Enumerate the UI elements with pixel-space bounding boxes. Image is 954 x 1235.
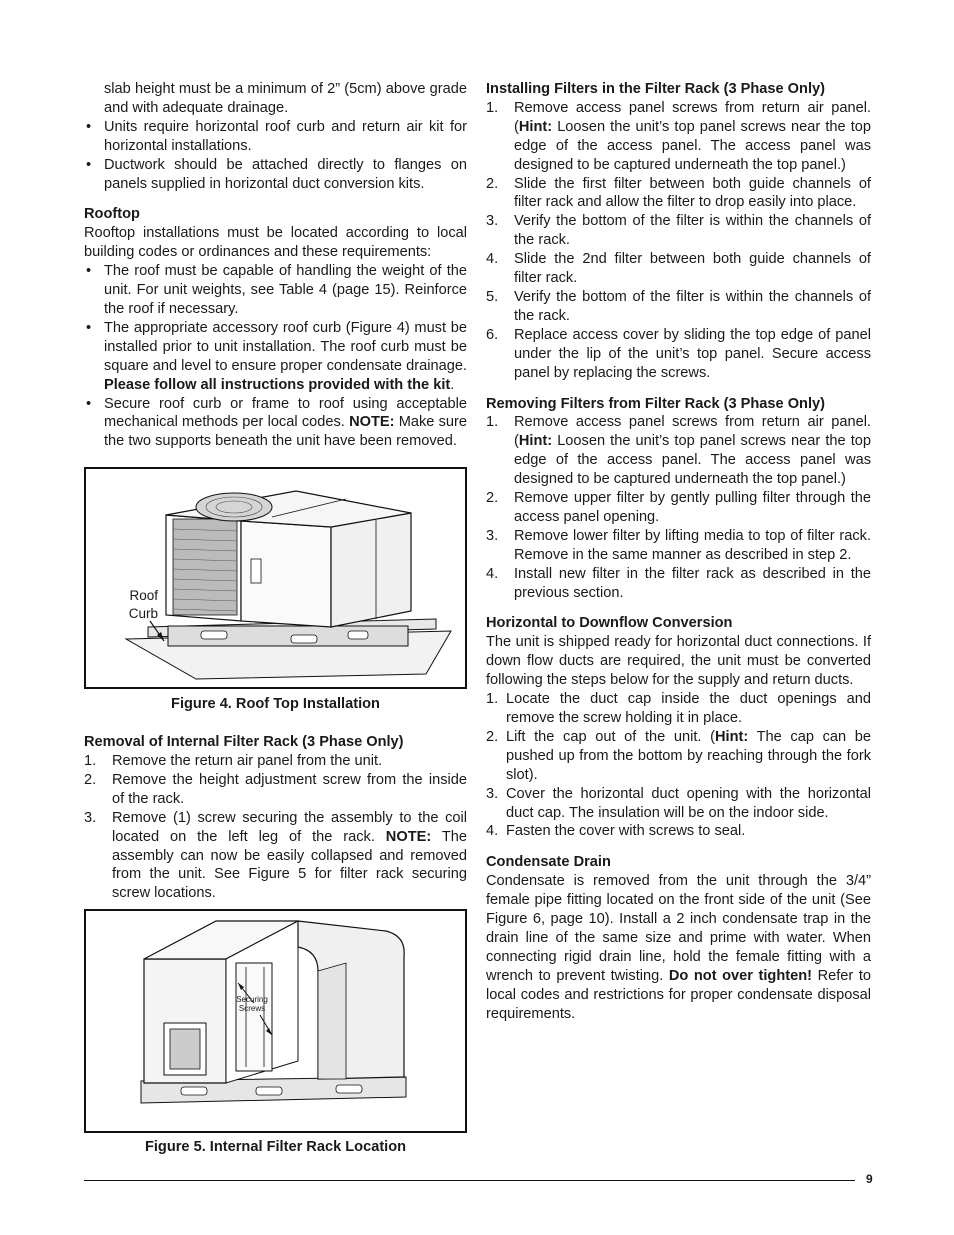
horizontal-downflow-text: The unit is shipped ready for horizontal duct connections. If down flow ducts are required, the unit must be converted following the steps below for the supply and return ducts.: [486, 634, 871, 689]
removing-filters-heading: Removing Filters from Filter Rack (3 Phase Only): [486, 395, 825, 412]
removal-step-2: [84, 771, 467, 809]
bullet-ductwork: • Ductwork should be attached directly to flanges on panels supplied in horizontal duct conversion kits.: [84, 156, 467, 194]
figure-4-box: [84, 467, 467, 689]
step-text-2: Loosen the unit’s top panel screws near the top edge of the access panel. The access panel was designed to be captured underneath the top panel.): [514, 118, 871, 173]
step-number: 3.: [486, 213, 499, 230]
step-text: Locate the duct cap inside the duct openings and remove the screw holding it in place.: [506, 691, 871, 726]
roof-label-line-2: Curb: [128, 606, 158, 622]
step-text: Verify the bottom of the filter is within the channels of the rack.: [514, 288, 871, 324]
condensate-drain-heading: Condensate Drain: [486, 854, 611, 871]
step-text: Slide the first filter between both guide channels of filter rack and allow the filter to drop easily into place.: [514, 175, 871, 211]
step-number: 4.: [486, 565, 499, 582]
bullet-roof-curb: [84, 319, 467, 395]
step-hint: Hint:: [518, 118, 553, 135]
filter-rack-illustration: [86, 911, 465, 1131]
bullet-horizontal-curb: • Units require horizontal roof curb and return air kit for horizontal installations.: [84, 118, 467, 156]
roof-curb-text: The appropriate accessory roof curb (Figure 4) must be installed prior to unit installation. The roof curb must be square and level to ensure proper condensate drainage.: [104, 319, 467, 374]
step-number: 6.: [486, 326, 499, 343]
rooftop-unit-illustration: [86, 469, 465, 687]
step-number: 2.: [486, 490, 499, 507]
step-text: Remove lower filter by lifting media to top of filter rack. Remove in the same manner as described in step 2.: [514, 527, 871, 563]
secure-curb-text-2: Make sure the two supports beneath the unit have been removed.: [104, 414, 468, 450]
step-text: Remove upper filter by gently pulling filter through the access panel opening.: [514, 490, 871, 525]
step-text: Fasten the cover with screws to seal.: [506, 823, 746, 840]
step-text-2: The cap can be pushed up from the bottom by reaching through the fork slot).: [506, 728, 871, 783]
install-step-2: [486, 175, 871, 213]
step-text: Remove (1) screw securing the assembly to the coil located on the left leg of the rack.: [112, 809, 467, 845]
figure-5-caption: Figure 5. Internal Filter Rack Location: [144, 1139, 407, 1156]
step-number: 4.: [486, 251, 499, 268]
installing-filters-heading: Installing Filters in the Filter Rack (3 Phase Only): [486, 81, 825, 97]
h2d-step-3: [486, 785, 871, 823]
step-text: Verify the bottom of the filter is within the channels of the rack.: [514, 213, 871, 249]
step-number: 3.: [84, 809, 97, 826]
step-text: Remove access panel screws from return air panel. (: [514, 414, 871, 450]
step-hint: Hint:: [518, 433, 553, 450]
step-text: Cover the horizontal duct opening with the horizontal duct cap. The insulation will be on the indoor side.: [506, 785, 871, 821]
horizontal-downflow-heading: Horizontal to Downflow Conversion: [486, 615, 733, 632]
remove-step-4: [486, 565, 871, 603]
step-number: 1.: [84, 753, 97, 770]
install-step-5: [486, 288, 871, 326]
roof-curb-bold: Please follow all instructions provided with the kit: [104, 376, 451, 393]
step-hint: Hint:: [715, 728, 749, 745]
roof-label: [116, 587, 158, 623]
install-step-6: [486, 326, 871, 383]
removal-heading: Removal of Internal Filter Rack (3 Phase Only): [84, 734, 404, 751]
condensate-drain-text: [486, 872, 871, 1023]
step-text: Lift the cap out of the unit. (: [506, 728, 715, 745]
h2d-step-1: [486, 690, 871, 728]
step-number: 1.: [486, 99, 499, 116]
bullet-secure-curb: [84, 395, 467, 452]
figure-4-caption: Figure 4. Roof Top Installation: [171, 696, 380, 713]
roof-curb-period: .: [450, 376, 455, 393]
step-number: 1.: [486, 691, 499, 708]
secure-curb-text: Secure roof curb or frame to roof using acceptable mechanical methods per local codes.: [104, 395, 467, 431]
step-number: 2.: [486, 728, 499, 745]
install-step-1: [486, 99, 871, 175]
install-step-4: [486, 250, 871, 288]
figure-5-box: [84, 909, 467, 1133]
right-column: [486, 80, 871, 1024]
removal-step-1: [84, 752, 467, 771]
removal-step-3: [84, 809, 467, 904]
h2d-step-4: [486, 822, 871, 841]
remove-step-1: [486, 413, 871, 489]
remove-step-2: [486, 489, 871, 527]
step-text-2: The assembly can now be easily collapsed and removed from the unit. See Figure 5 for filter rack securing screw locations.: [112, 828, 467, 902]
step-text: Install new filter in the filter rack as described in the previous section.: [514, 565, 871, 601]
securing-label-line-1: Securing: [236, 995, 268, 1005]
rooftop-heading: Rooftop: [84, 206, 140, 223]
step-note: NOTE:: [385, 828, 432, 845]
bullet-roof-weight: • The roof must be capable of handling the weight of the unit. For unit weights, see Table 4 (page 15). Reinforce the roof if necessary.: [84, 262, 467, 319]
securing-label-line-2: Screws: [238, 1004, 266, 1014]
roof-label-line-1: Roof: [129, 588, 158, 604]
intro-text: slab height must be a minimum of 2” (5cm) above grade and with adequate drainage.: [104, 81, 467, 116]
footer-rule: [84, 1180, 855, 1181]
condensate-text: Condensate is removed from the unit through the 3/4” female pipe fitting located on the front side of the unit (See Figure 6, page 10). Install a 2 inch condensate trap in the drain line of the same size and prime with water. When connecting rigid drain line, hold the female fitting with a wrench to prevent twisting.: [486, 873, 871, 984]
step-number: 2.: [84, 771, 97, 788]
condensate-warning: Do not over tighten!: [668, 967, 813, 984]
step-number: 1.: [486, 414, 499, 431]
step-text: Remove the height adjustment screw from the inside of the rack.: [112, 771, 467, 807]
step-number: 3.: [486, 785, 499, 802]
secure-curb-note: NOTE:: [349, 414, 395, 431]
step-number: 4.: [486, 823, 499, 840]
step-text-2: Loosen the unit’s top panel screws near the top edge of the access panel. The access panel was designed to be captured underneath the top panel.): [514, 433, 871, 488]
remove-step-3: [486, 527, 871, 565]
step-text: Remove access panel screws from return air panel. (: [514, 99, 871, 135]
left-column: [84, 80, 467, 1157]
page-number: 9: [866, 1172, 873, 1186]
step-number: 2.: [486, 175, 499, 192]
condensate-text-2: Refer to local codes and restrictions for proper condensate disposal requirements.: [486, 967, 871, 1022]
step-number: 5.: [486, 288, 499, 305]
step-text: Slide the 2nd filter between both guide channels of filter rack.: [514, 251, 871, 287]
step-text: Replace access cover by sliding the top edge of panel under the lip of the unit’s top panel. Secure access panel by replacing the screws.: [514, 326, 871, 381]
step-text: Remove the return air panel from the unit.: [112, 753, 383, 770]
securing-screws-label: [232, 995, 272, 1013]
h2d-step-2: [486, 728, 871, 785]
step-number: 3.: [486, 527, 499, 544]
rooftop-text: Rooftop installations must be located according to local building codes or ordinances and these requirements:: [84, 225, 467, 261]
install-step-3: [486, 212, 871, 250]
